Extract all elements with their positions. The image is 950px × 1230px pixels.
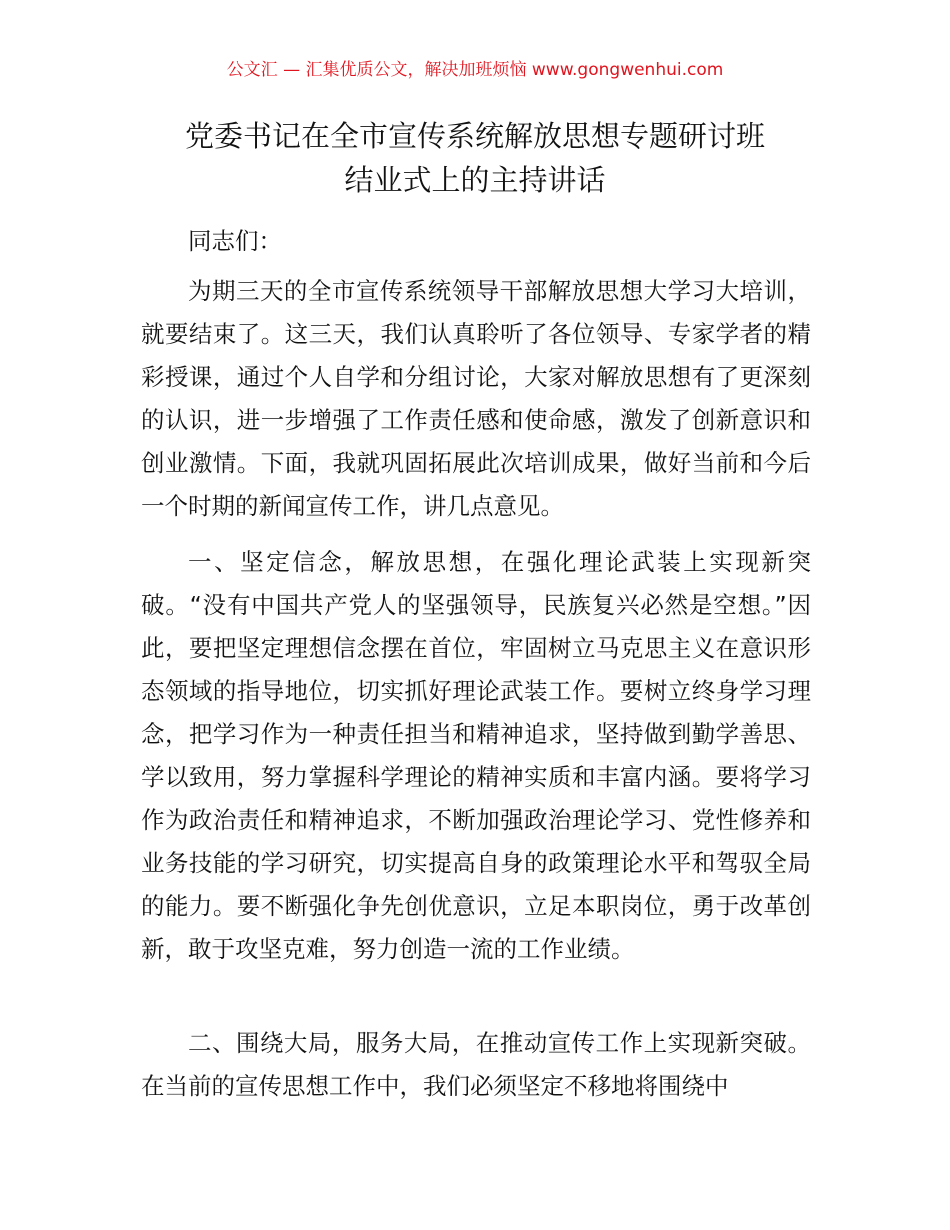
title-line-2: 结业式上的主持讲话 — [344, 163, 606, 197]
title-line-1: 党委书记在全市宣传系统解放思想专题研讨班 — [184, 119, 765, 153]
paragraph-section-two: 二、围绕大局，服务大局，在推动宣传工作上实现新突破。在当前的宣传思想工作中，我们必须坚定不移地将围绕中 — [141, 1029, 811, 1100]
document-title — [100, 114, 850, 202]
paragraph-intro: 为期三天的全市宣传系统领导干部解放思想大学习大培训，就要结束了。这三天，我们认真聆听了各位领导、专家学者的精彩授课，通过个人自学和分组讨论，大家对解放思想有了更深刻的认识，进一步增强了工作责任感和使命感，激发了创新意识和创业激情。下面，我就巩固拓展此次培训成果，做好当前和今后一个时期的新闻宣传工作，讲几点意见。 — [141, 277, 811, 520]
site-banner: 公文汇 — 汇集优质公文，解决加班烦恼 www.gongwenhui.com — [226, 60, 724, 80]
paragraph-section-one: 一、坚定信念，解放思想，在强化理论武装上实现新突破。“没有中国共产党人的坚强领导，民族复兴必然是空想。”因此，要把坚定理想信念摆在首位，牢固树立马克思主义在意识形态领域的指导地位，切实抓好理论武装工作。要树立终身学习理念，把学习作为一种责任担当和精神追求，坚持做到勤学善思、学以致用，努力掌握科学理论的精神实质和丰富内涵。要将学习作为政治责任和精神追求，不断加强政治理论学习、党性修养和业务技能的学习研究，切实提高自身的政策理论水平和驾驭全局的能力。要不断强化争先创优意识，立足本职岗位，勇于改革创新，敢于攻坚克难，努力创造一流的工作业绩。 — [141, 548, 811, 963]
salutation: 同志们： — [188, 227, 282, 255]
